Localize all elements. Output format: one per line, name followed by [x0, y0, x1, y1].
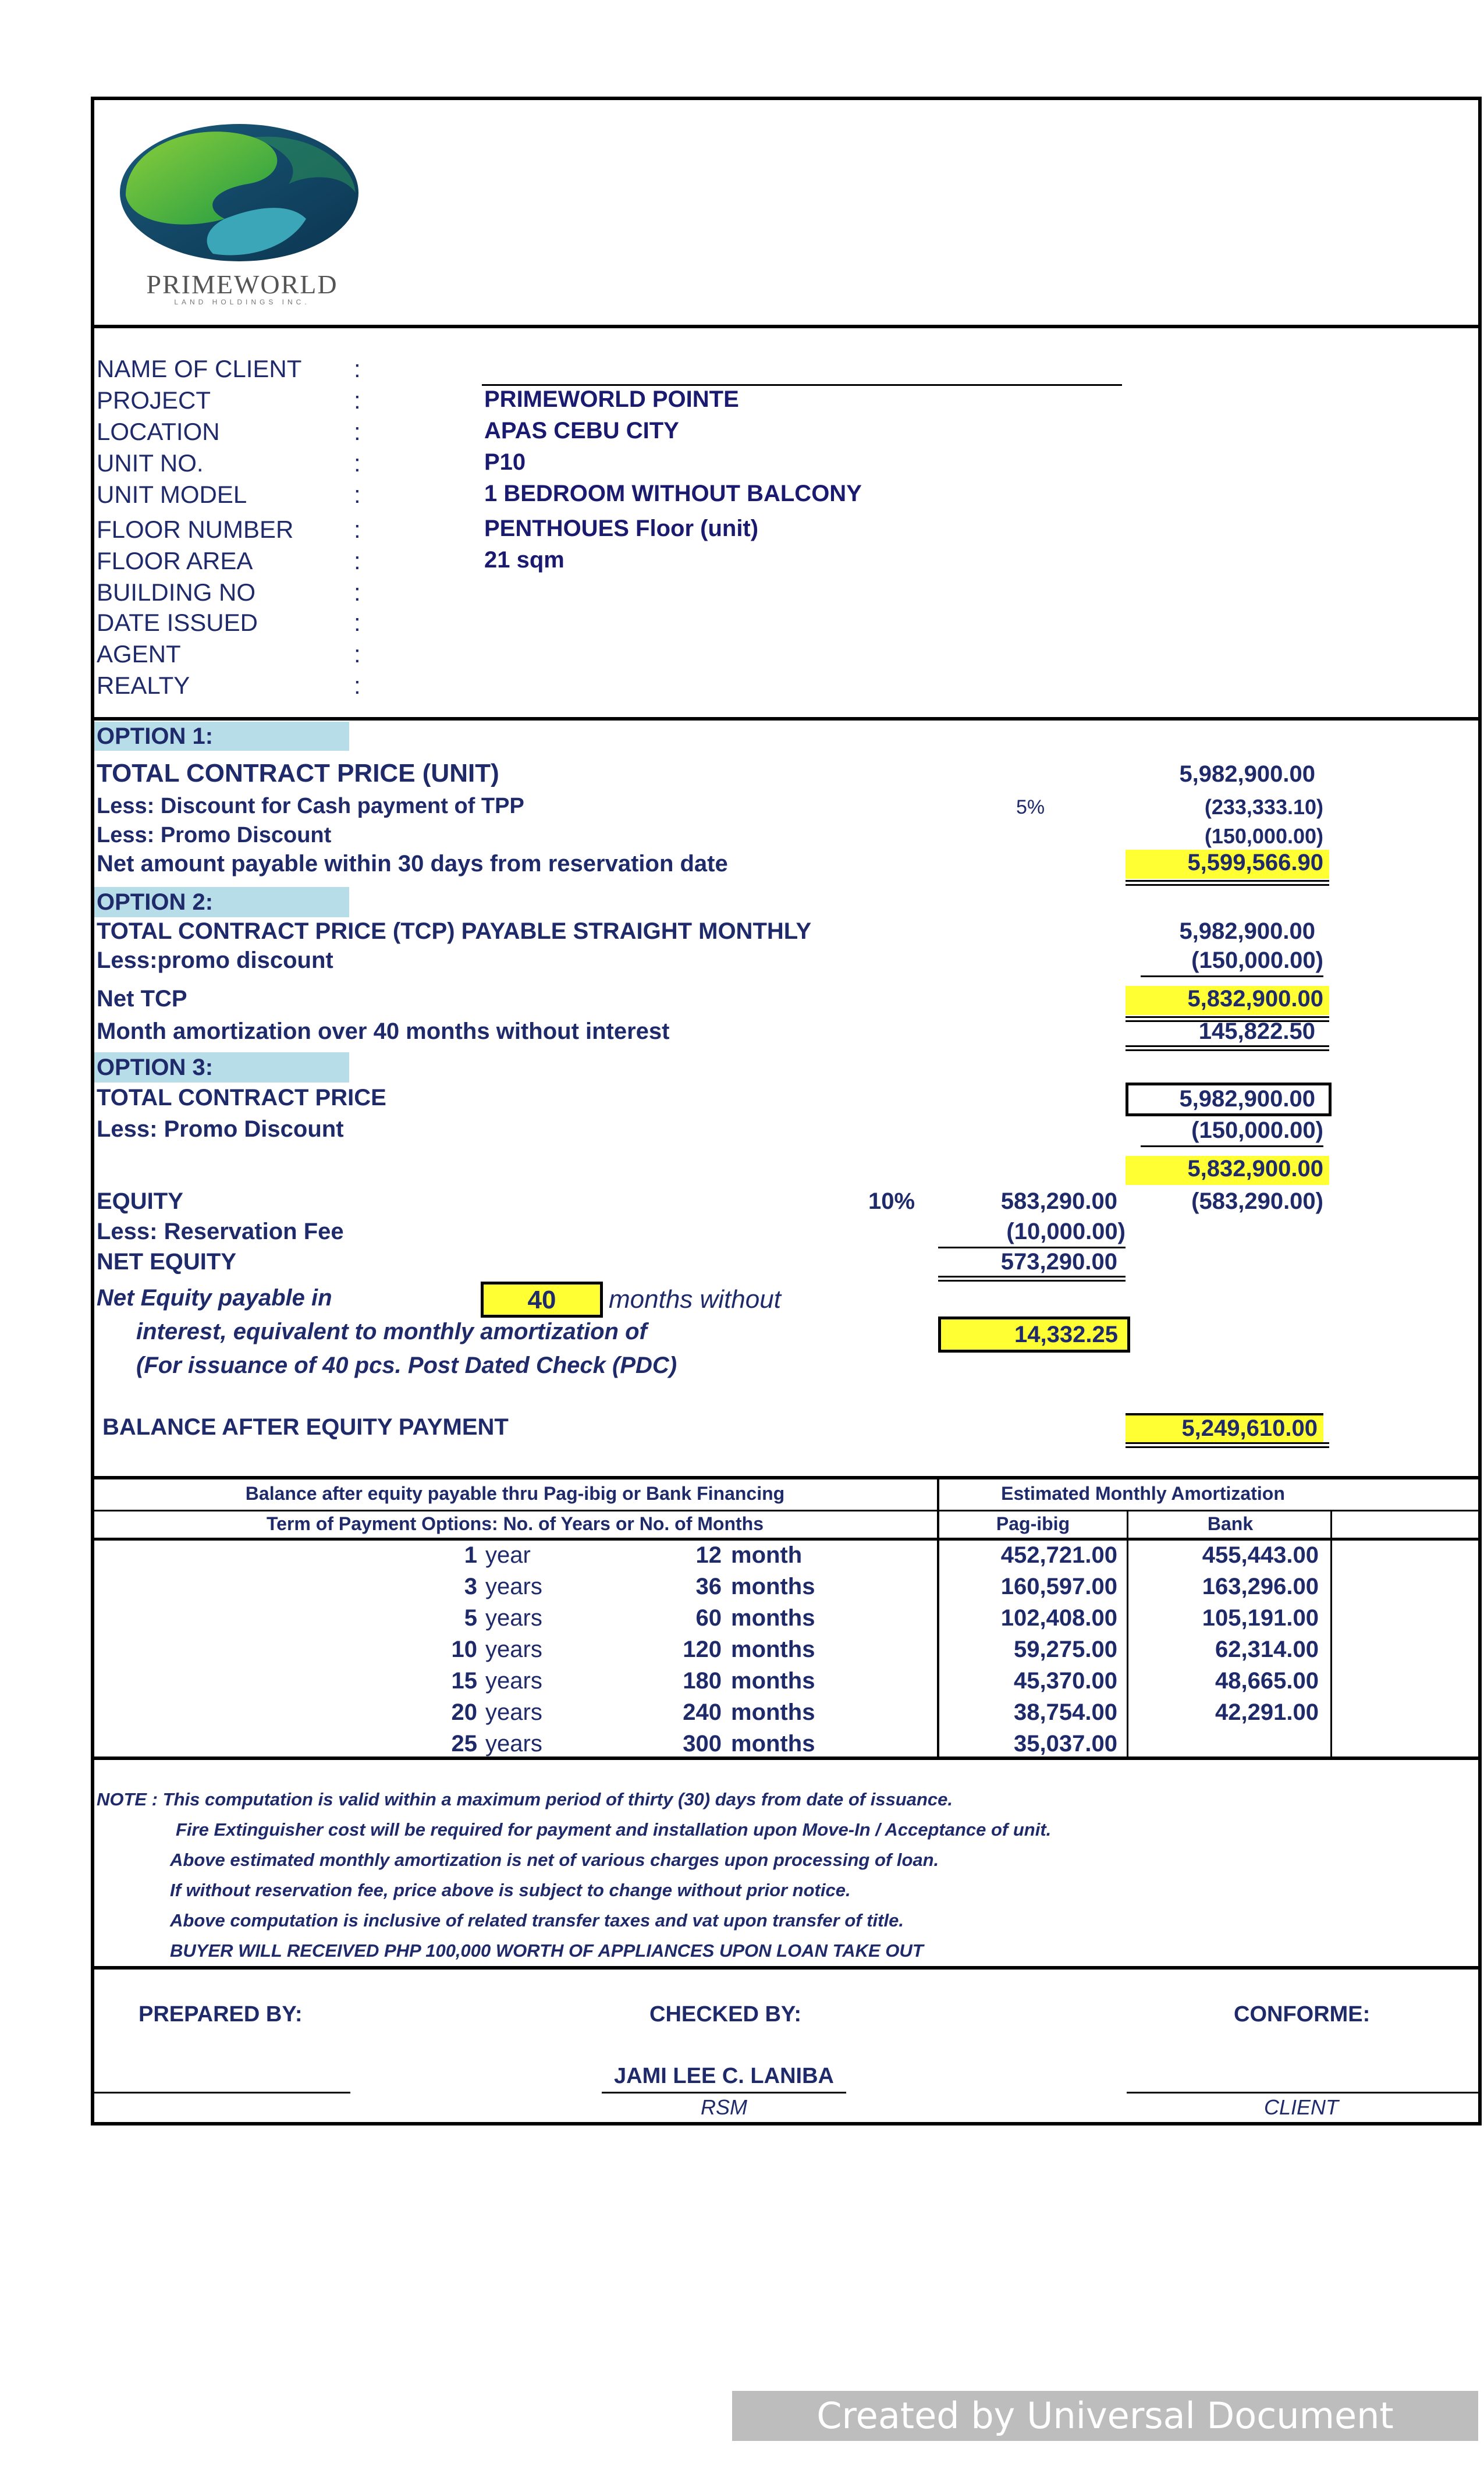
option1-discount-label: Less: Discount for Cash payment of TPP	[97, 794, 524, 818]
option1-promo-label: Less: Promo Discount	[97, 823, 332, 847]
checked-name: JAMI LEE C. LANIBA	[614, 2064, 834, 2088]
option1-discount-pct: 5%	[1016, 796, 1045, 818]
row-years: 15	[451, 1668, 477, 1694]
label-floor-number: FLOOR NUMBER	[97, 516, 294, 543]
option2-promo-value: (150,000.00)	[1191, 948, 1323, 973]
client-title: CLIENT	[1263, 2095, 1339, 2119]
row-year-unit: years	[485, 1605, 542, 1631]
option1-title: OPTION 1:	[94, 722, 349, 751]
colon: :	[354, 449, 361, 477]
option2-net-value: 5,832,900.00	[1126, 986, 1329, 1015]
option2-monthly-label: Month amortization over 40 months without interest	[97, 1019, 670, 1044]
option2-title: OPTION 2:	[94, 887, 349, 917]
row-years: 3	[464, 1574, 477, 1599]
prepared-by-label: PREPARED BY:	[139, 2002, 303, 2027]
option3-tcp-label: TOTAL CONTRACT PRICE	[97, 1085, 386, 1110]
conforme-label: CONFORME:	[1234, 2002, 1371, 2027]
label-unit-model: UNIT MODEL	[97, 481, 247, 508]
col-bank-header: Bank	[1207, 1513, 1254, 1534]
note-line: If without reservation fee, price above is subject to change without prior notice.	[170, 1880, 851, 1900]
row-months: 300	[683, 1731, 722, 1757]
option3-equity-label: EQUITY	[97, 1188, 183, 1214]
row-month-unit: months	[731, 1731, 815, 1757]
colon: :	[354, 672, 361, 699]
financing-header-left-2: Term of Payment Options: No. of Years or No. of Months	[267, 1513, 764, 1534]
row-bank: 163,296.00	[1202, 1574, 1319, 1599]
note-line: Above computation is inclusive of related transfer taxes and vat upon transfer of title.	[170, 1910, 904, 1931]
option3-equity-pct: 10%	[868, 1188, 915, 1214]
option3-equity-value: 583,290.00	[1000, 1188, 1117, 1214]
label-building-no: BUILDING NO	[97, 579, 256, 606]
row-month-unit: months	[731, 1637, 815, 1662]
label-realty: REALTY	[97, 672, 190, 699]
row-months: 180	[683, 1668, 722, 1694]
option3-reservation-value: (10,000.00)	[1006, 1219, 1126, 1244]
row-pagibig: 102,408.00	[1000, 1605, 1117, 1631]
row-years: 1	[464, 1542, 477, 1568]
option2-tcp-label: TOTAL CONTRACT PRICE (TCP) PAYABLE STRAIGHT MONTHLY	[97, 918, 812, 944]
row-pagibig: 59,275.00	[1014, 1637, 1117, 1662]
option3-pdc-label: (For issuance of 40 pcs. Post Dated Check (PDC)	[136, 1353, 677, 1378]
row-pagibig: 35,037.00	[1014, 1731, 1117, 1757]
label-location: LOCATION	[97, 418, 220, 445]
option3-tcp-value: 5,982,900.00	[1179, 1086, 1315, 1112]
row-bank: 62,314.00	[1215, 1637, 1319, 1662]
label-unit-no: UNIT NO.	[97, 449, 204, 477]
option2-net-label: Net TCP	[97, 986, 187, 1012]
colon: :	[354, 640, 361, 668]
option1-tcp-label: TOTAL CONTRACT PRICE (UNIT)	[97, 759, 499, 787]
value-floor-area: 21 sqm	[484, 547, 565, 573]
option3-promo-label: Less: Promo Discount	[97, 1116, 344, 1142]
row-month-unit: months	[731, 1605, 815, 1631]
row-year-unit: years	[485, 1668, 542, 1694]
option1-net-label: Net amount payable within 30 days from reservation date	[97, 851, 728, 877]
logo-emblem-icon	[114, 120, 370, 271]
value-floor-number: PENTHOUES Floor (unit)	[484, 516, 759, 541]
option1-tcp-value: 5,982,900.00	[1179, 761, 1315, 787]
row-pagibig: 45,370.00	[1014, 1668, 1117, 1694]
row-year-unit: years	[485, 1699, 542, 1725]
row-year-unit: year	[485, 1542, 531, 1568]
row-bank: 42,291.00	[1215, 1699, 1319, 1725]
note-line: Above estimated monthly amortization is net of various charges upon processing of loan.	[170, 1850, 939, 1870]
company-logo	[114, 120, 370, 312]
row-month-unit: months	[731, 1699, 815, 1725]
option3-reservation-label: Less: Reservation Fee	[97, 1219, 344, 1244]
row-year-unit: years	[485, 1637, 542, 1662]
option1-discount-value: (233,333.10)	[1204, 795, 1323, 819]
option1-net-value: 5,599,566.90	[1126, 850, 1329, 879]
row-months: 240	[683, 1699, 722, 1725]
value-unit-no: P10	[484, 449, 526, 475]
option2-monthly-value: 145,822.50	[1198, 1019, 1315, 1044]
value-project: PRIMEWORLD POINTE	[484, 386, 739, 412]
colon: :	[354, 386, 361, 414]
row-years: 10	[451, 1637, 477, 1662]
financing-header-left-1: Balance after equity payable thru Pag-ibig or Bank Financing	[245, 1483, 785, 1504]
row-bank: 48,665.00	[1215, 1668, 1319, 1694]
option2-tcp-value: 5,982,900.00	[1179, 918, 1315, 944]
row-month-unit: months	[731, 1668, 815, 1694]
note-line: Fire Extinguisher cost will be required for payment and installation upon Move-In / Acceptance of unit.	[176, 1819, 1052, 1840]
option3-balance-label: BALANCE AFTER EQUITY PAYMENT	[102, 1414, 509, 1440]
watermark-banner: Created by Universal Document Converter	[732, 2391, 1478, 2441]
row-bank: 455,443.00	[1202, 1542, 1319, 1568]
checked-title: RSM	[701, 2095, 747, 2119]
option3-net-value: 5,832,900.00	[1126, 1156, 1329, 1185]
label-agent: AGENT	[97, 640, 181, 668]
option3-net-equity-value: 573,290.00	[1000, 1249, 1117, 1275]
label-date-issued: DATE ISSUED	[97, 609, 258, 636]
colon: :	[354, 609, 361, 636]
option3-payable-label: Net Equity payable in	[97, 1285, 332, 1311]
label-project: PROJECT	[97, 386, 211, 414]
colon: :	[354, 418, 361, 445]
option3-monthly-value: 14,332.25	[938, 1317, 1130, 1353]
colon: :	[354, 516, 361, 543]
colon: :	[354, 547, 361, 574]
row-months: 60	[695, 1605, 722, 1631]
value-unit-model: 1 BEDROOM WITHOUT BALCONY	[484, 481, 862, 506]
option3-promo-value: (150,000.00)	[1191, 1117, 1323, 1143]
option2-promo-label: Less:promo discount	[97, 948, 333, 973]
option3-months-label: months without	[609, 1285, 781, 1314]
row-months: 12	[695, 1542, 722, 1568]
checked-by-label: CHECKED BY:	[649, 2002, 802, 2027]
option1-promo-value: (150,000.00)	[1204, 824, 1323, 848]
note-line: NOTE : This computation is valid within a maximum period of thirty (30) days from date of issuance.	[97, 1789, 953, 1809]
option3-equity-less: (583,290.00)	[1191, 1188, 1323, 1214]
note-line: BUYER WILL RECEIVED PHP 100,000 WORTH OF APPLIANCES UPON LOAN TAKE OUT	[170, 1940, 924, 1961]
row-months: 36	[695, 1574, 722, 1599]
row-pagibig: 160,597.00	[1000, 1574, 1117, 1599]
row-month-unit: month	[731, 1542, 803, 1568]
row-years: 20	[451, 1699, 477, 1725]
financing-header-right: Estimated Monthly Amortization	[1001, 1483, 1285, 1504]
colon: :	[354, 579, 361, 606]
option3-net-equity-label: NET EQUITY	[97, 1249, 237, 1275]
row-pagibig: 38,754.00	[1014, 1699, 1117, 1725]
value-location: APAS CEBU CITY	[484, 418, 679, 443]
row-pagibig: 452,721.00	[1000, 1542, 1117, 1568]
row-years: 25	[451, 1731, 477, 1757]
row-years: 5	[464, 1605, 477, 1631]
row-months: 120	[683, 1637, 722, 1662]
logo-tagline: LAND HOLDINGS INC.	[174, 298, 310, 306]
row-year-unit: years	[485, 1574, 542, 1599]
label-name-of-client: NAME OF CLIENT	[97, 355, 302, 382]
option3-months-box: 40	[481, 1282, 603, 1318]
row-bank: 105,191.00	[1202, 1605, 1319, 1631]
option3-balance-value: 5,249,610.00	[1126, 1413, 1323, 1442]
colon: :	[354, 481, 361, 508]
row-month-unit: months	[731, 1574, 815, 1599]
row-year-unit: years	[485, 1731, 542, 1757]
label-floor-area: FLOOR AREA	[97, 547, 253, 574]
colon: :	[354, 355, 361, 382]
logo-wordmark: PRIMEWORLD	[146, 269, 338, 299]
option3-interest-label: interest, equivalent to monthly amortization of	[136, 1319, 647, 1344]
col-pagibig-header: Pag-ibig	[996, 1513, 1070, 1534]
option3-title: OPTION 3:	[94, 1052, 349, 1083]
